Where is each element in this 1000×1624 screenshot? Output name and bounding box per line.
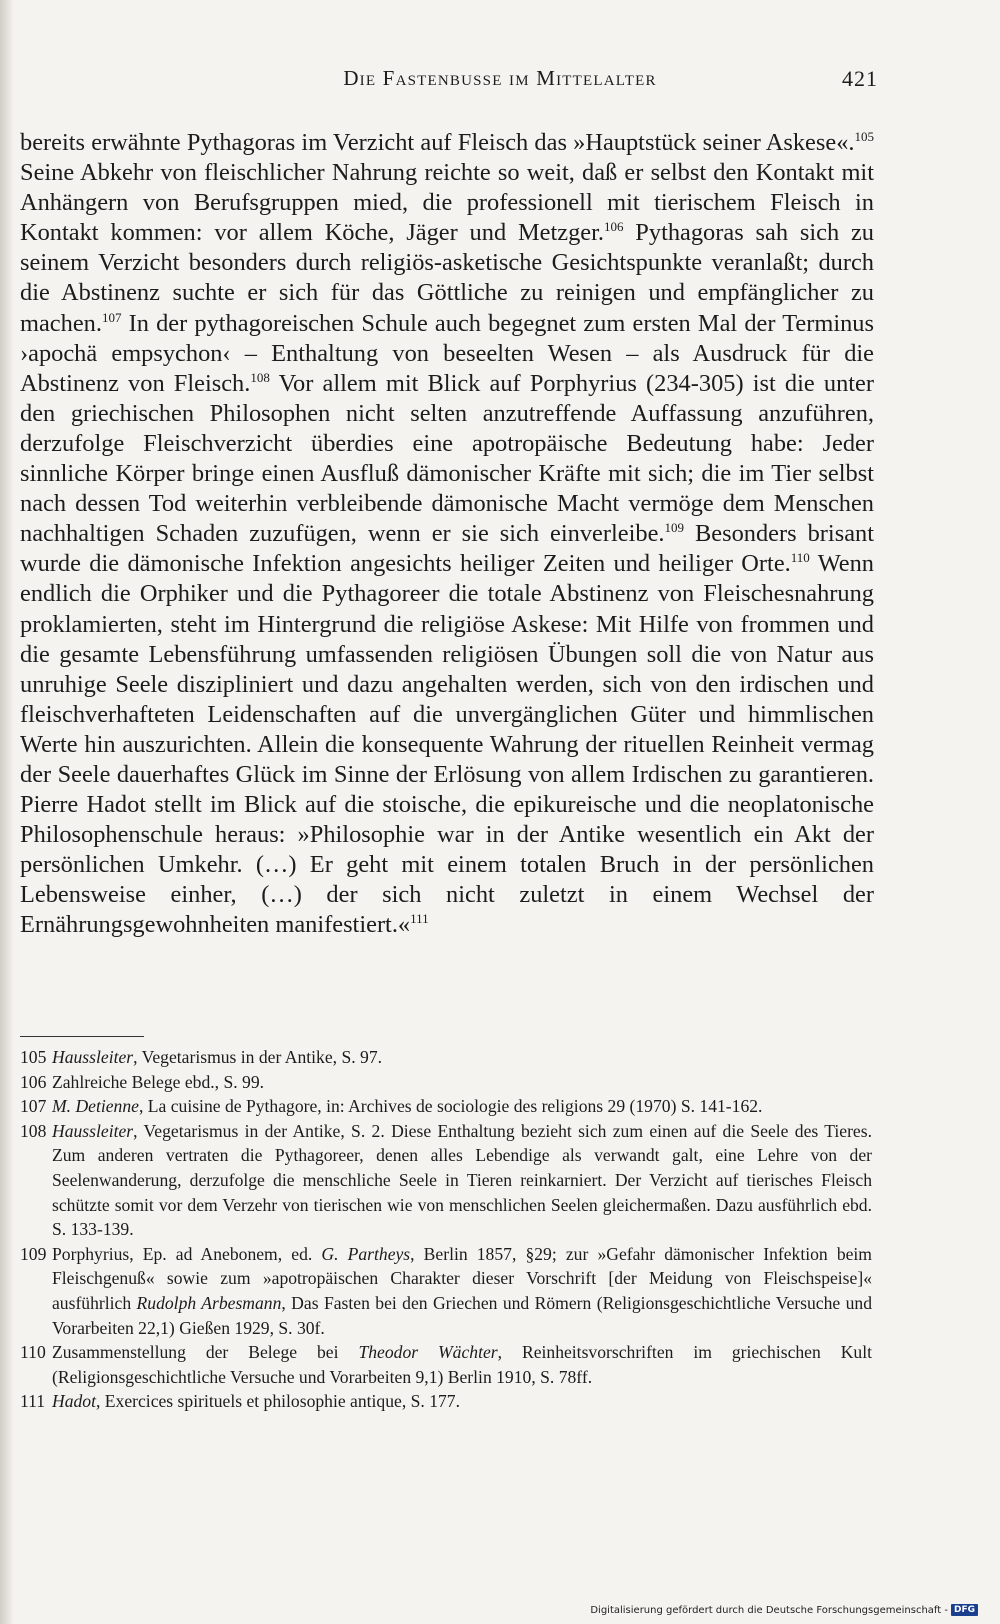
footnote-ref-111[interactable]: 111 xyxy=(410,911,429,927)
footnote-110 xyxy=(20,1340,872,1389)
footnote-text: , Exercices spirituels et philosophie antique, S. 177. xyxy=(95,1391,461,1412)
footnote-text: Zusammenstellung der Belege bei xyxy=(52,1342,359,1363)
body-text: Vor allem mit Blick auf Porphyrius (234-305) ist die unter den griechischen Philosophen nicht selten anzutreffende Auffassung anzuführen, derzufolge Fleischverzicht überdies eine apotropäische Bedeutung habe: Jeder sinnliche Körper bringe einen Ausfluß dämonischer Kräfte mit sich; die im Tier selbst nach dessen Tod weiterhin verbleibende dämonische Macht vermöge dem Menschen nachhaltigen Schaden zuzufügen, wenn er sie sich einverleibe. xyxy=(20,369,875,548)
body-text: Pythagoras sah sich zu seinem Verzicht besonders durch religiös-asketische Gesichtspunkte veranlaßt; durch die Abstinenz suchte er sich für das Göttliche zu reinigen und empfänglicher zu machen. xyxy=(20,219,874,337)
body-text: In der pythagoreischen Schule auch begegnet zum ersten Mal der Terminus ›apochä empsychon‹ – Enthaltung von beseelten Wesen – als Ausdruck für die Abstinenz von Fleisch. xyxy=(20,309,874,397)
footnote-text: , Vegetarismus in der Antike, S. 2. Diese Enthaltung bezieht sich zum einen auf die Seele des Tieres. Zum anderen vertraten die Pythagoreer, denen alles Lebendige als verwandt galt, eine Lehre von der Seelenwanderung, derzufolge die menschliche Seele in Tieren reinkarniert. Der Verzicht auf tierisches Fleisch schützte somit vor dem Verzehr von tierischen wie von menschlichen Seelen gleichermaßen. Dazu ausführlich ebd. S. 133-139. xyxy=(52,1120,872,1240)
body-text: Wenn endlich die Orphiker und die Pythagoreer die totale Abstinenz von Fleischesnahrung proklamierten, steht im Hintergrund die religiöse Askese: Mit Hilfe von frommen und die gesamte Lebensführung umfassenden religiösen Übungen soll die von Natur aus unruhige Seele diszipliniert und dazu angehalten werden, sich von den irdischen und fleischverhafteten Leidenschaften auf die unvergänglichen Güter und himmlischen Werte hin auszurichten. Allein die konsequente Wahrung der rituellen Reinheit vermag der Seele dauerhaftes Glück im Sinne der Erlösung von allem Irdischen zu garantieren. Pierre Hadot stellt im Blick auf die stoische, die epikureische und die neoplatonische Philosophenschule heraus: »Philosophie war in der Antike wesentlich ein Akt der persönlichen Umkehr. (…) Er geht mit einem totalen Bruch in der persönlichen Lebensweise einher, (…) der sich nicht zuletzt in einem Wechsel der Ernährungsgewohnheiten manifestiert.« xyxy=(20,550,874,939)
footnote-number: 111 xyxy=(20,1391,46,1412)
body-text: Seine Abkehr von fleischlicher Nahrung reichte so weit, daß er selbst den Kontakt mit Anhängern von Berufsgruppen mied, die professionell mit tierischem Fleisch in Kontakt kommen: vor allem Köche, Jäger und Metzger. xyxy=(20,159,874,247)
footnote-ref-105[interactable]: 105 xyxy=(854,129,874,144)
body-paragraph xyxy=(20,128,874,941)
footnote-text: , Reinheitsvorschriften im griechischen Kult (Religionsgeschichtliche Versuche und Vorarbeiten 9,1) Berlin 1910, S. 78ff. xyxy=(52,1342,872,1387)
footnote-108 xyxy=(20,1119,872,1242)
footnote-author: M. Detienne xyxy=(52,1096,139,1117)
footnote-text: , Vegetarismus in der Antike, S. 97. xyxy=(133,1047,383,1067)
credit-text: Digitalisierung gefördert durch die Deutsche Forschungsgemeinschaft - xyxy=(590,1604,948,1616)
footnote-number: 110 xyxy=(20,1342,46,1363)
footnote-text: Porphyrius, Ep. ad Anebonem, ed. xyxy=(52,1243,322,1264)
footnote-text: , Das Fasten bei den Griechen und Römern (Religionsgeschichtliche Versuche und Vorarbeiten 22,1) Gießen 1929, S. 30f. xyxy=(52,1292,872,1338)
body-text: bereits erwähnte Pythagoras im Verzicht auf Fleisch das »Hauptstück seiner Askese«. xyxy=(20,129,855,156)
binding-shadow xyxy=(0,0,14,1624)
digitization-credit xyxy=(590,1604,978,1616)
footnote-number: 106 xyxy=(20,1071,47,1092)
footnote-ref-110[interactable]: 110 xyxy=(790,550,810,566)
page-number: 421 xyxy=(842,66,878,91)
footnote-author: Theodor Wächter xyxy=(358,1342,498,1363)
footnote-number: 108 xyxy=(20,1120,47,1141)
running-head xyxy=(0,66,1000,98)
footnote-author: G. Partheys xyxy=(321,1243,411,1264)
footnote-author: Haussleiter xyxy=(52,1047,134,1067)
footnote-text: Zahlreiche Belege ebd., S. 99. xyxy=(52,1071,265,1092)
footnote-105 xyxy=(20,1045,872,1070)
dfg-logo-icon: DFG xyxy=(951,1604,978,1616)
footnote-109 xyxy=(20,1242,872,1340)
footnote-divider xyxy=(20,1036,144,1037)
footnote-ref-107[interactable]: 107 xyxy=(101,309,122,325)
body-text: Besonders brisant wurde die dämonische Infektion angesichts heiliger Zeiten und heiliger Orte. xyxy=(20,520,874,578)
footnote-107 xyxy=(20,1094,872,1119)
footnote-106 xyxy=(20,1070,872,1095)
footnote-author: Hadot xyxy=(52,1391,96,1412)
footnote-text: , La cuisine de Pythagore, in: Archives de sociologie des religions 29 (1970) S. 141-162. xyxy=(138,1096,763,1117)
footnotes xyxy=(20,1045,872,1414)
footnote-ref-109[interactable]: 109 xyxy=(664,520,684,536)
footnote-number: 105 xyxy=(20,1047,47,1067)
footnote-author: Rudolph Arbesmann xyxy=(136,1292,282,1313)
footnote-ref-108[interactable]: 108 xyxy=(250,369,270,385)
footnote-number: 107 xyxy=(20,1096,47,1117)
footnote-author: Haussleiter xyxy=(52,1120,134,1141)
running-title: Die Fastenbusse im Mittelalter xyxy=(343,66,657,90)
footnote-text: , Berlin 1857, §29; zur »Gefahr dämonischer Infektion beim Fleischgenuß« sowie zum »apotropäischen Charakter dieser Vorschrift [der Meidung von Fleischspeise]« ausführlich xyxy=(52,1243,872,1313)
footnote-111 xyxy=(20,1389,872,1414)
footnote-ref-106[interactable]: 106 xyxy=(603,219,624,235)
footnote-number: 109 xyxy=(20,1243,47,1264)
